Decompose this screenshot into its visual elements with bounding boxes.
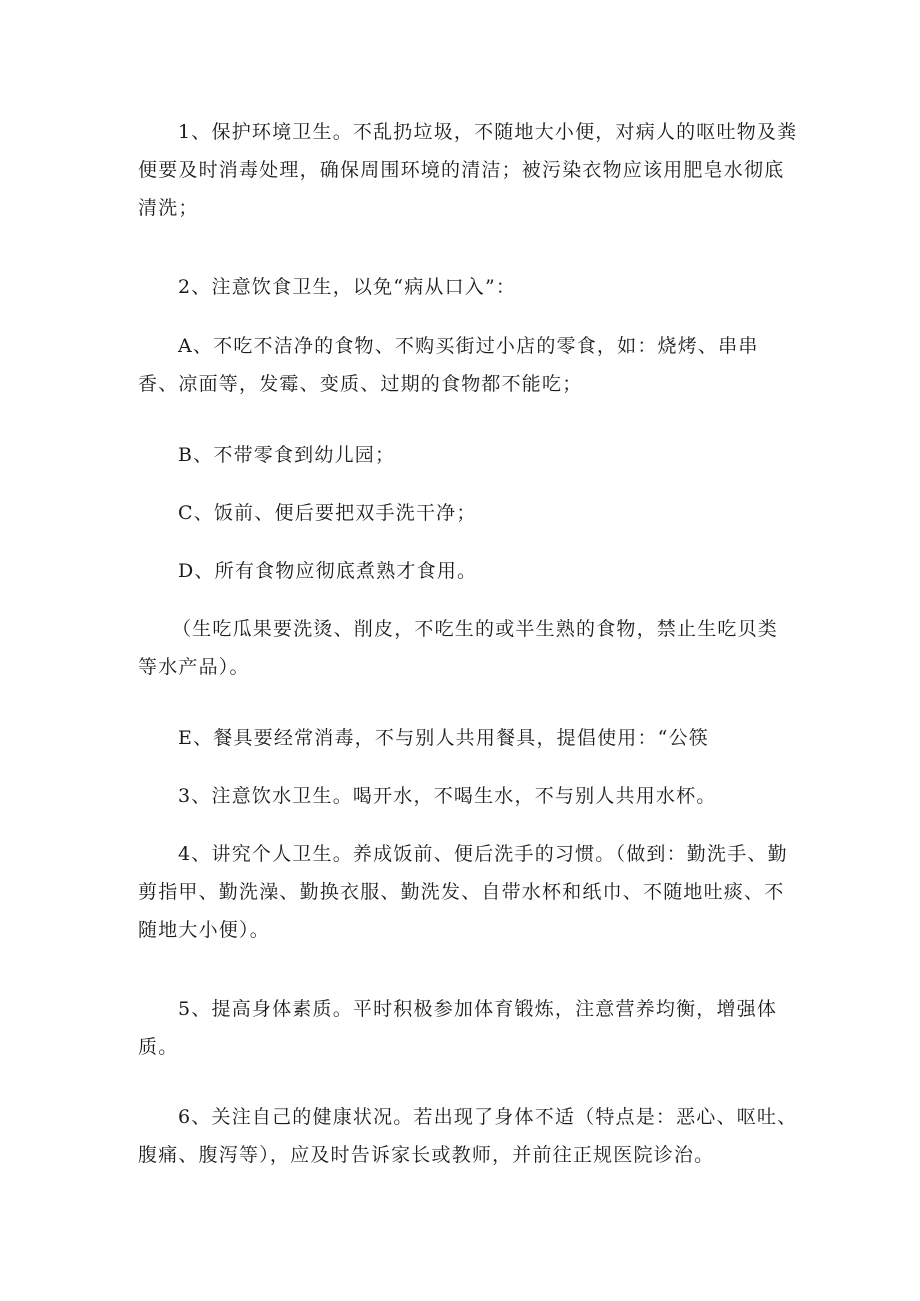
paragraph-item-a: A、不吃不洁净的食物、不购买街过小店的零食，如：烧烤、串串香、凉面等，发霉、变质、过期的食物都不能吃；: [138, 335, 759, 395]
paragraph-item-c: C、饭前、便后要把双手洗干净；: [178, 502, 477, 524]
paragraph-item-d: D、所有食物应彻底煮熟才食用。: [178, 560, 478, 582]
paragraph-item-b: B、不带零食到幼儿园；: [178, 444, 396, 466]
paragraph-item-e: E、餐具要经常消毒，不与别人共用餐具，提倡使用：“公筷: [178, 727, 709, 749]
paragraph-water-hygiene: 3、注意饮水卫生。喝开水，不喝生水，不与别人共用水杯。: [178, 785, 717, 807]
paragraph-physical-fitness: 5、提高身体素质。平时积极参加体育锻炼，注意营养均衡，增强体质。: [138, 998, 778, 1058]
paragraph-raw-food-note: （生吃瓜果要洗烫、削皮，不吃生的或半生熟的食物，禁止生吃贝类等水产品）。: [138, 618, 779, 678]
paragraph-food-hygiene: 2、注意饮食卫生，以免“病从口入”：: [178, 276, 517, 298]
paragraph-personal-hygiene: 4、讲究个人卫生。养成饭前、便后洗手的习惯。（做到：勤洗手、勤剪指甲、勤洗澡、勤换衣服、勤洗发、自带水杯和纸巾、不随地吐痰、不随地大小便）。: [138, 843, 788, 941]
paragraph-health-monitoring: 6、关注自己的健康状况。若出现了身体不适（特点是：恶心、呕吐、腹痛、腹泻等），应及时告诉家长或教师，并前往正规医院诊治。: [138, 1106, 798, 1166]
paragraph-environment-hygiene: 1、保护环境卫生。不乱扔垃圾，不随地大小便，对病人的呕吐物及粪便要及时消毒处理，确保周围环境的清洁；被污染衣物应该用肥皂水彻底清洗；: [138, 121, 798, 219]
